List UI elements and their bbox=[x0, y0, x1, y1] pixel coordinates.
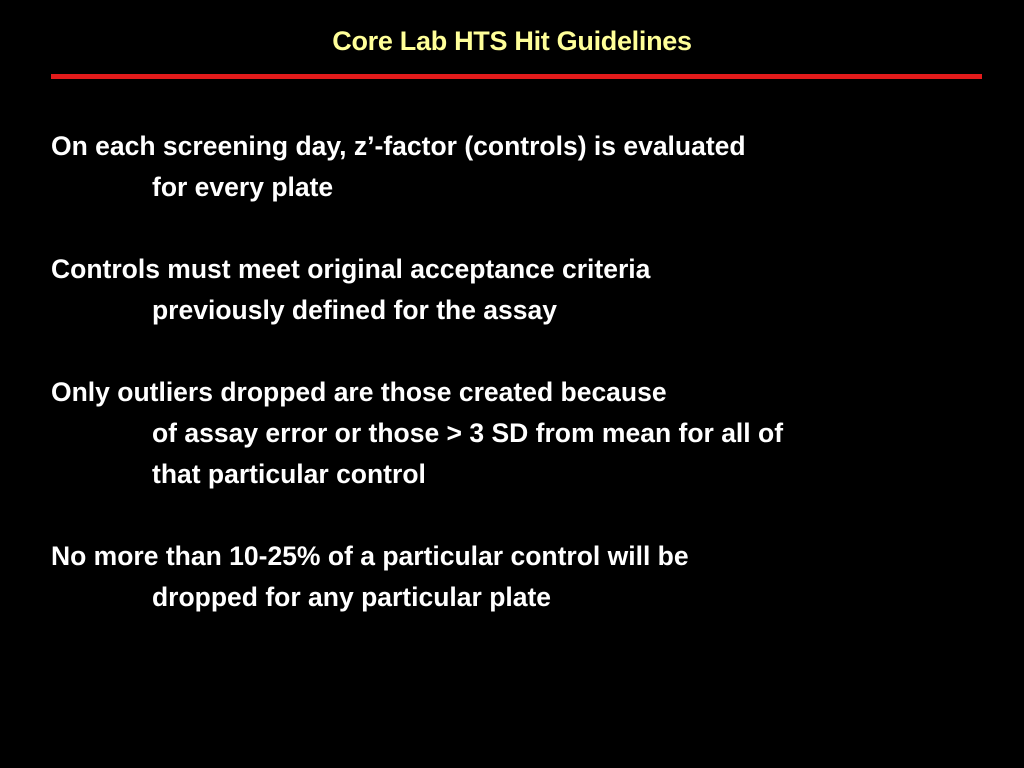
paragraph-line: On each screening day, z’-factor (controls) is evaluated bbox=[51, 131, 746, 161]
paragraph-line-indented: of assay error or those > 3 SD from mean for all of bbox=[152, 418, 784, 448]
paragraph-line-indented: dropped for any particular plate bbox=[152, 582, 552, 612]
paragraph-line: Only outliers dropped are those created because bbox=[51, 377, 667, 407]
paragraph-outliers bbox=[51, 372, 991, 495]
slide-title: Core Lab HTS Hit Guidelines bbox=[332, 26, 692, 56]
paragraph-z-factor bbox=[51, 126, 991, 208]
paragraph-controls-criteria bbox=[51, 249, 991, 331]
title-underline-rule bbox=[51, 74, 982, 79]
paragraph-line-indented: for every plate bbox=[152, 172, 334, 202]
paragraph-line: Controls must meet original acceptance criteria bbox=[51, 254, 651, 284]
paragraph-line: No more than 10-25% of a particular control will be bbox=[51, 541, 689, 571]
paragraph-drop-limit bbox=[51, 536, 991, 618]
paragraph-line-indented: that particular control bbox=[152, 459, 426, 489]
paragraph-line-indented: previously defined for the assay bbox=[152, 295, 557, 325]
slide-body bbox=[51, 126, 991, 659]
